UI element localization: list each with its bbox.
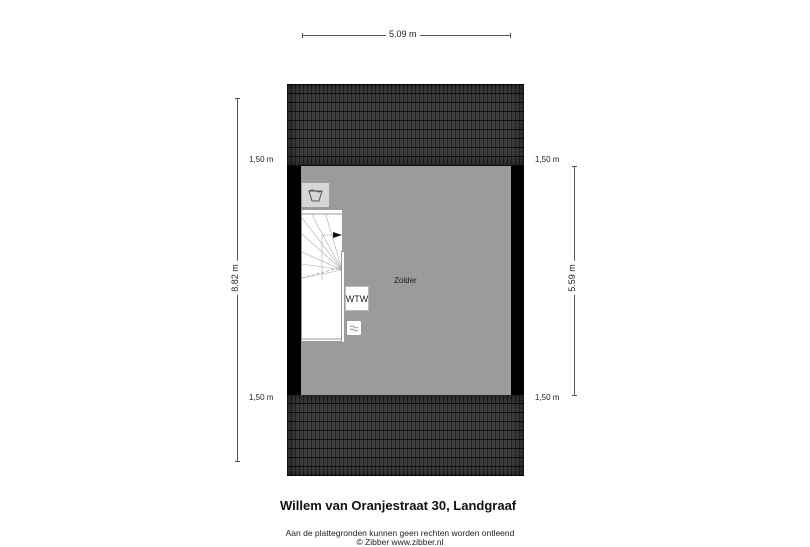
roof-top [287, 84, 524, 166]
inner-height-dimension-label: 5.59 m [567, 261, 577, 295]
height-dimension-label: 8.82 m [230, 261, 240, 295]
wtw-unit: WTW [345, 286, 369, 311]
address-title: Willem van Oranjestraat 30, Landgraaf [280, 498, 517, 513]
width-dimension-label: 5.09 m [386, 29, 420, 39]
washing-machine-icon [302, 183, 329, 207]
left-wall [287, 166, 301, 395]
inner-height-tick-top [572, 166, 577, 167]
height-tick-top [235, 98, 240, 99]
boiler-icon [346, 320, 362, 336]
height-tick-bottom [235, 461, 240, 462]
left-bottom-slope-label: 1,50 m [249, 393, 274, 402]
inner-height-tick-bottom [572, 395, 577, 396]
room-label-zolder: Zolder [394, 276, 417, 285]
credit-text: © Zibber www.zibber.nl [356, 537, 444, 547]
width-tick-left [302, 33, 303, 38]
staircase [301, 209, 343, 342]
right-wall [511, 166, 524, 395]
right-top-slope-label: 1,50 m [535, 155, 560, 164]
left-top-slope-label: 1,50 m [249, 155, 274, 164]
right-bottom-slope-label: 1,50 m [535, 393, 560, 402]
disclaimer-text: Aan de plattegronden kunnen geen rechten worden ontleend [285, 528, 515, 538]
width-tick-right [510, 33, 511, 38]
roof-bottom [287, 395, 524, 476]
